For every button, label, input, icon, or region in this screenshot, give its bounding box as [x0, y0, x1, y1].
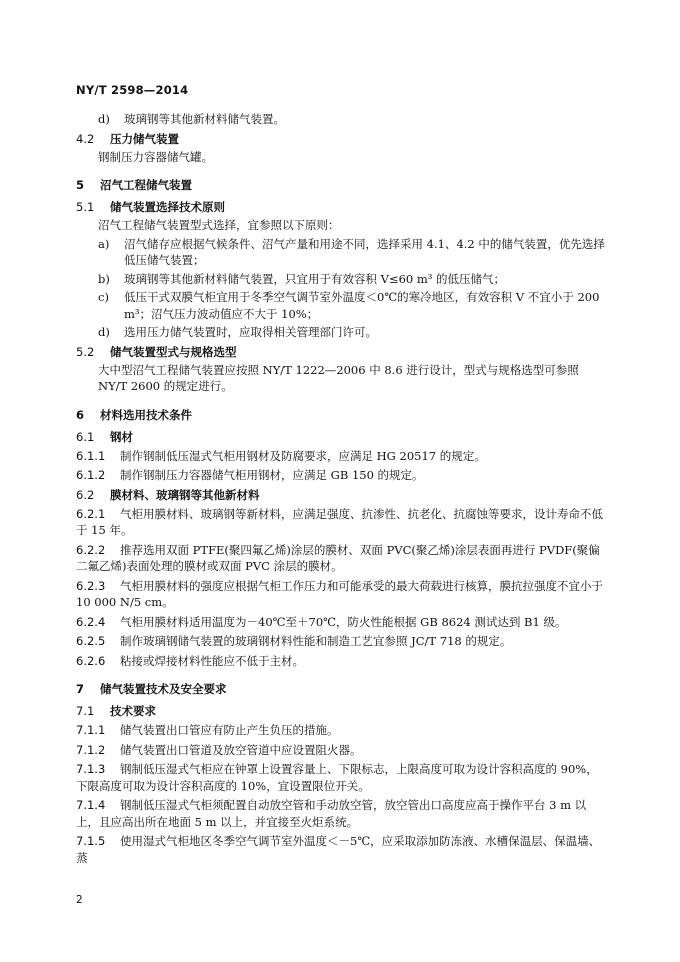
list-label: c): [98, 290, 109, 304]
section-title: 储气装置技术及安全要求: [100, 682, 227, 696]
subsection-title: 压力储气装置: [110, 131, 179, 146]
subsection-heading: [76, 487, 606, 503]
subsection-title: 储气装置选择技术原则: [110, 200, 225, 214]
clause-number: 6.1.1: [76, 448, 106, 463]
clause-number: 6.2.6: [76, 653, 106, 668]
clause: [76, 653, 606, 670]
subsection-number: 6.2: [76, 487, 95, 502]
section-title: 沼气工程储气装置: [100, 178, 192, 192]
subsection-number: 4.2: [76, 131, 95, 146]
section-heading: [76, 681, 606, 697]
clause-text: 气柜用膜材料的强度应根据气柜工作压力和可能承受的最大荷载进行核算，膜抗拉强度不宜小于 10 000 N/5 cm。: [76, 578, 603, 609]
clause-text: 制作钢制压力容器储气柜用钢材，应满足 GB 150 的规定。: [120, 468, 424, 482]
subsection-title: 膜材料、玻璃钢等其他新材料: [110, 487, 260, 502]
clause-number: 6.2.2: [76, 542, 106, 557]
section-title: 材料选用技术条件: [100, 407, 192, 422]
document-body: [76, 109, 606, 866]
clause-text: 使用湿式气柜地区冬季空气调节室外温度＜－5℃，应采取添加防冻液、水槽保温层、保温墙、蒸: [76, 834, 601, 865]
section-heading: [76, 407, 606, 423]
clause: [76, 833, 606, 866]
clause-text: 粘接或焊接材料性能应不低于主材。: [120, 653, 304, 668]
clause-number: 7.1.5: [76, 834, 106, 848]
list-text: 玻璃钢等其他新材料储气装置，只宜用于有效容积 V≤60 m³ 的低压储气；: [124, 271, 506, 286]
paragraph: 沼气工程储气装置型式选择，宜参照以下原则：: [98, 218, 340, 232]
clause-text: 钢制低压湿式气柜应在钟罩上设置容量上、下限标志，上限高度可取为设计容积高度的 90%，下限高度可取为设计容积高度的 10%，宜设置限位开关。: [76, 762, 598, 793]
subsection-heading: [76, 131, 606, 147]
subsection-title: 技术要求: [110, 704, 156, 718]
clause-number: 7.1.1: [76, 723, 106, 737]
clause-number: 6.2.3: [76, 578, 106, 593]
clause-text: 储气装置出口管应有防止产生负压的措施。: [120, 723, 339, 737]
list-text: 低压干式双膜气柜宜用于冬季空气调节室外温度＜0℃的寒冷地区，有效容积 V 不宜小于 200 m³；沼气压力波动值应不大于 10%；: [124, 290, 600, 321]
list-label: a): [98, 236, 110, 251]
section-number: 7: [76, 682, 85, 696]
clause-number: 6.2.4: [76, 614, 106, 629]
list-label: d): [98, 325, 110, 339]
section-number: 5: [76, 178, 85, 192]
clause: [76, 797, 606, 830]
clause: [76, 467, 606, 484]
list-item: [76, 271, 606, 288]
clause-text: 气柜用膜材料适用温度为－40℃至＋70℃，防火性能根据 GB 8624 测试达到 B1 级。: [120, 614, 567, 629]
list-item: [76, 289, 606, 322]
subsection-heading: [76, 199, 606, 215]
subsection-heading: [76, 344, 606, 360]
subsection-number: 6.1: [76, 429, 95, 444]
subsection-title: 钢材: [110, 429, 133, 444]
list-text: 玻璃钢等其他新材料储气装置。: [124, 112, 285, 126]
section-heading: [76, 177, 606, 193]
subsection-number: 5.1: [76, 200, 95, 214]
clause-number: 6.2.5: [76, 634, 106, 648]
list-text: 选用压力储气装置时，应取得相关管理部门许可。: [124, 325, 377, 339]
clause: [76, 506, 606, 539]
list-label: d): [98, 112, 110, 126]
subsection-title: 储气装置型式与规格选型: [110, 344, 237, 359]
page-number: 2: [76, 894, 83, 906]
clause-text: 制作钢制低压湿式气柜用钢材及防腐要求，应满足 HG 20517 的规定。: [120, 448, 486, 463]
list-item: [76, 324, 606, 341]
clause-text: 气柜用膜材料、玻璃钢等新材料，应满足强度、抗渗性、抗老化、抗腐蚀等要求，设计寿命不低于 15 年。: [76, 506, 603, 537]
list-item: [76, 111, 606, 128]
clause-text: 储气装置出口管道及放空管道中应设置阻火器。: [120, 742, 362, 757]
clause: [76, 542, 606, 575]
clause: [76, 578, 606, 611]
clause-text: 推荐选用双面 PTFE(聚四氟乙烯)涂层的膜材、双面 PVC(聚乙烯)涂层表面再进行 PVDF(聚偏二氟乙烯)表面处理的膜材或双面 PVC 涂层的膜材。: [76, 542, 600, 573]
paragraph: 大中型沼气工程储气装置应按照 NY/T 1222—2006 中 8.6 进行设计，型式与规格选型可参照 NY/T 2600 的规定进行。: [98, 362, 579, 393]
clause-number: 7.1.3: [76, 762, 106, 776]
paragraph: 钢制压力容器储气罐。: [98, 149, 213, 164]
clause-number: 6.1.2: [76, 468, 106, 482]
clause-number: 6.2.1: [76, 506, 106, 521]
subsection-number: 5.2: [76, 344, 95, 359]
section-number: 6: [76, 407, 85, 422]
clause: [76, 633, 606, 650]
list-text: 沼气储存应根据气候条件、沼气产量和用途不同，选择采用 4.1、4.2 中的储气装置，优先选择低压储气装置；: [124, 236, 605, 267]
subsection-heading: [76, 703, 606, 719]
clause: [76, 614, 606, 631]
clause-number: 7.1.2: [76, 742, 106, 757]
clause: [76, 448, 606, 465]
standard-code: NY/T 2598—2014: [76, 83, 189, 97]
subsection-number: 7.1: [76, 704, 95, 718]
clause-text: 制作玻璃钢储气装置的玻璃钢材料性能和制造工艺宜参照 JC/T 718 的规定。: [120, 634, 512, 648]
clause-number: 7.1.4: [76, 798, 106, 812]
clause-text: 钢制低压湿式气柜须配置自动放空管和手动放空管，放空管出口高度应高于操作平台 3 m 以上，且应高出所在地面 5 m 以上，并宜接至火炬系统。: [76, 798, 587, 829]
list-label: b): [98, 271, 110, 286]
subsection-heading: [76, 429, 606, 445]
clause: [76, 761, 606, 794]
list-item: [76, 236, 606, 269]
clause: [76, 722, 606, 739]
clause: [76, 742, 606, 759]
